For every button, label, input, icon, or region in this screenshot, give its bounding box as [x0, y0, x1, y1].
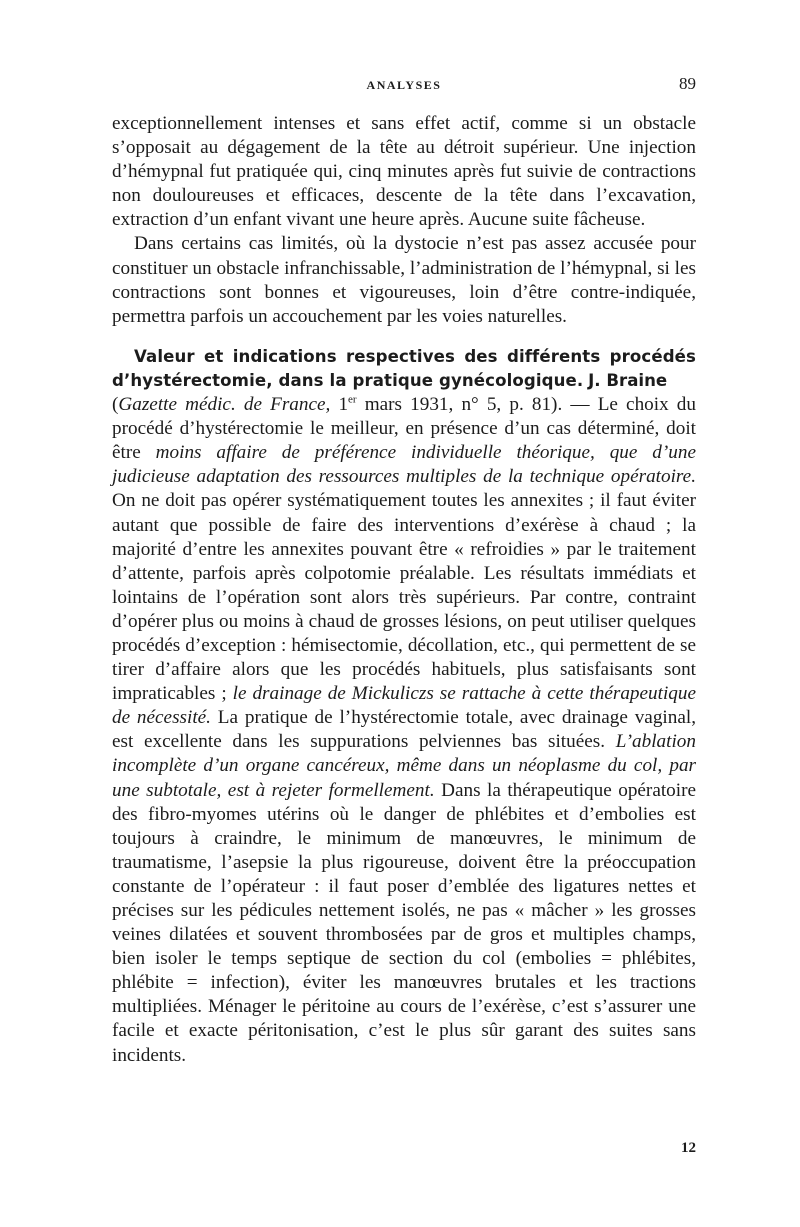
article-author: J. Braine	[588, 370, 668, 390]
italic-segment-1: moins affaire de préférence individuelle théorique, que d’une judicieuse adaptation des ressources multiples de la technique opératoire.	[112, 442, 696, 488]
article-title: Valeur et indications respectives des différents procédés d’hystérectomie, dans la pratique gynécologique.	[112, 346, 696, 390]
source-journal: Gazette médic. de France,	[118, 394, 331, 416]
body-segment-2: On ne doit pas opérer systématiquement toutes les annexites ; il faut éviter autant que possible de faire des interventions d’exérèse à chaud ; la majorité d’entre les annexites pouvant être « refroidies » par le traitement d’attente, parfois après colpotomie préalable. Les résultats immédiats et lointains de l’opération sont alors très supérieurs. Par contre, contraint d’opérer plus ou moins à chaud de grosses lésions, on peut utiliser quelques procédés d’exception : hémisectomie, décollation, etc., qui permettent de se tirer d’affaire alors que les procédés habituels, plus satisfaisants sont impraticables ;	[112, 490, 696, 705]
source-open: (	[112, 394, 119, 416]
article-hysterectomie	[112, 345, 696, 1068]
document-page	[112, 70, 696, 1068]
paragraph-dystocie: Dans certains cas limités, où la dystocie n’est pas assez accusée pour constituer un obstacle infranchissable, l’administration de l’hémypnal, si les contractions sont bonnes et vigoureuses, loin d’être contre-indiquée, permettra parfois un accouchement par les voies naturelles.	[112, 233, 697, 327]
source-date-pre: 1	[330, 394, 349, 416]
source-date-post: mars 1931, n° 5, p. 81). —	[356, 394, 598, 416]
page-number: 89	[679, 74, 696, 93]
body-segment-1: Le choix du procédé d’hystérectomie le meilleur, en présence d’un cas déterminé, doit être	[112, 394, 696, 464]
paragraph-continued: exceptionnellement intenses et sans effet actif, comme si un obstacle s’opposait au dégagement de la tête au détroit supérieur. Une injection d’hémypnal fut pratiquée qui, cinq minutes après fut suivie de contractions non douloureuses et efficaces, descente de la tête dans l’excavation, extraction d’un enfant vivant une heure après. Aucune suite fâcheuse.	[112, 113, 696, 231]
italic-segment-3: L’ablation incomplète d’un organe cancéreux, même dans un néoplasme du col, par une subtotale, est à rejeter formellement.	[112, 731, 696, 801]
source-date-sup: er	[348, 393, 357, 406]
body-segment-3: La pratique de l’hystérectomie totale, avec drainage vaginal, est excellente dans les suppurations pelviennes bas situées.	[112, 707, 696, 753]
italic-segment-2: le drainage de Mickuliczs se rattache à cette thérapeutique de nécessité.	[112, 683, 696, 729]
body-segment-4: Dans la thérapeutique opératoire des fibro-myomes utérins où le danger de phlébites et d’embolies est toujours à craindre, le minimum de manœuvres, le minimum de traumatisme, l’asepsie la plus rigoureuse, doivent être la préoccupation constante de l’opérateur : il faut poser d’emblée des ligatures nettes et précises sur les pédicules nettement isolés, ne pas « mâcher » les grosses veines dilatées et souvent thrombosées par de gros et multiples champs, bien isoler le temps septique de section du col (embolies = phlébites, phlébite = infection), éviter les manœuvres brutales et les tractions multipliées. Ménager le péritoine au cours de l’exérèse, c’est s’assurer une facile et exacte péritonisation, c’est le plus sûr garant des suites sans incidents.	[112, 779, 697, 1066]
running-title: ANALYSES	[366, 78, 442, 92]
signature-mark: 12	[681, 1140, 696, 1156]
running-head	[112, 70, 696, 94]
